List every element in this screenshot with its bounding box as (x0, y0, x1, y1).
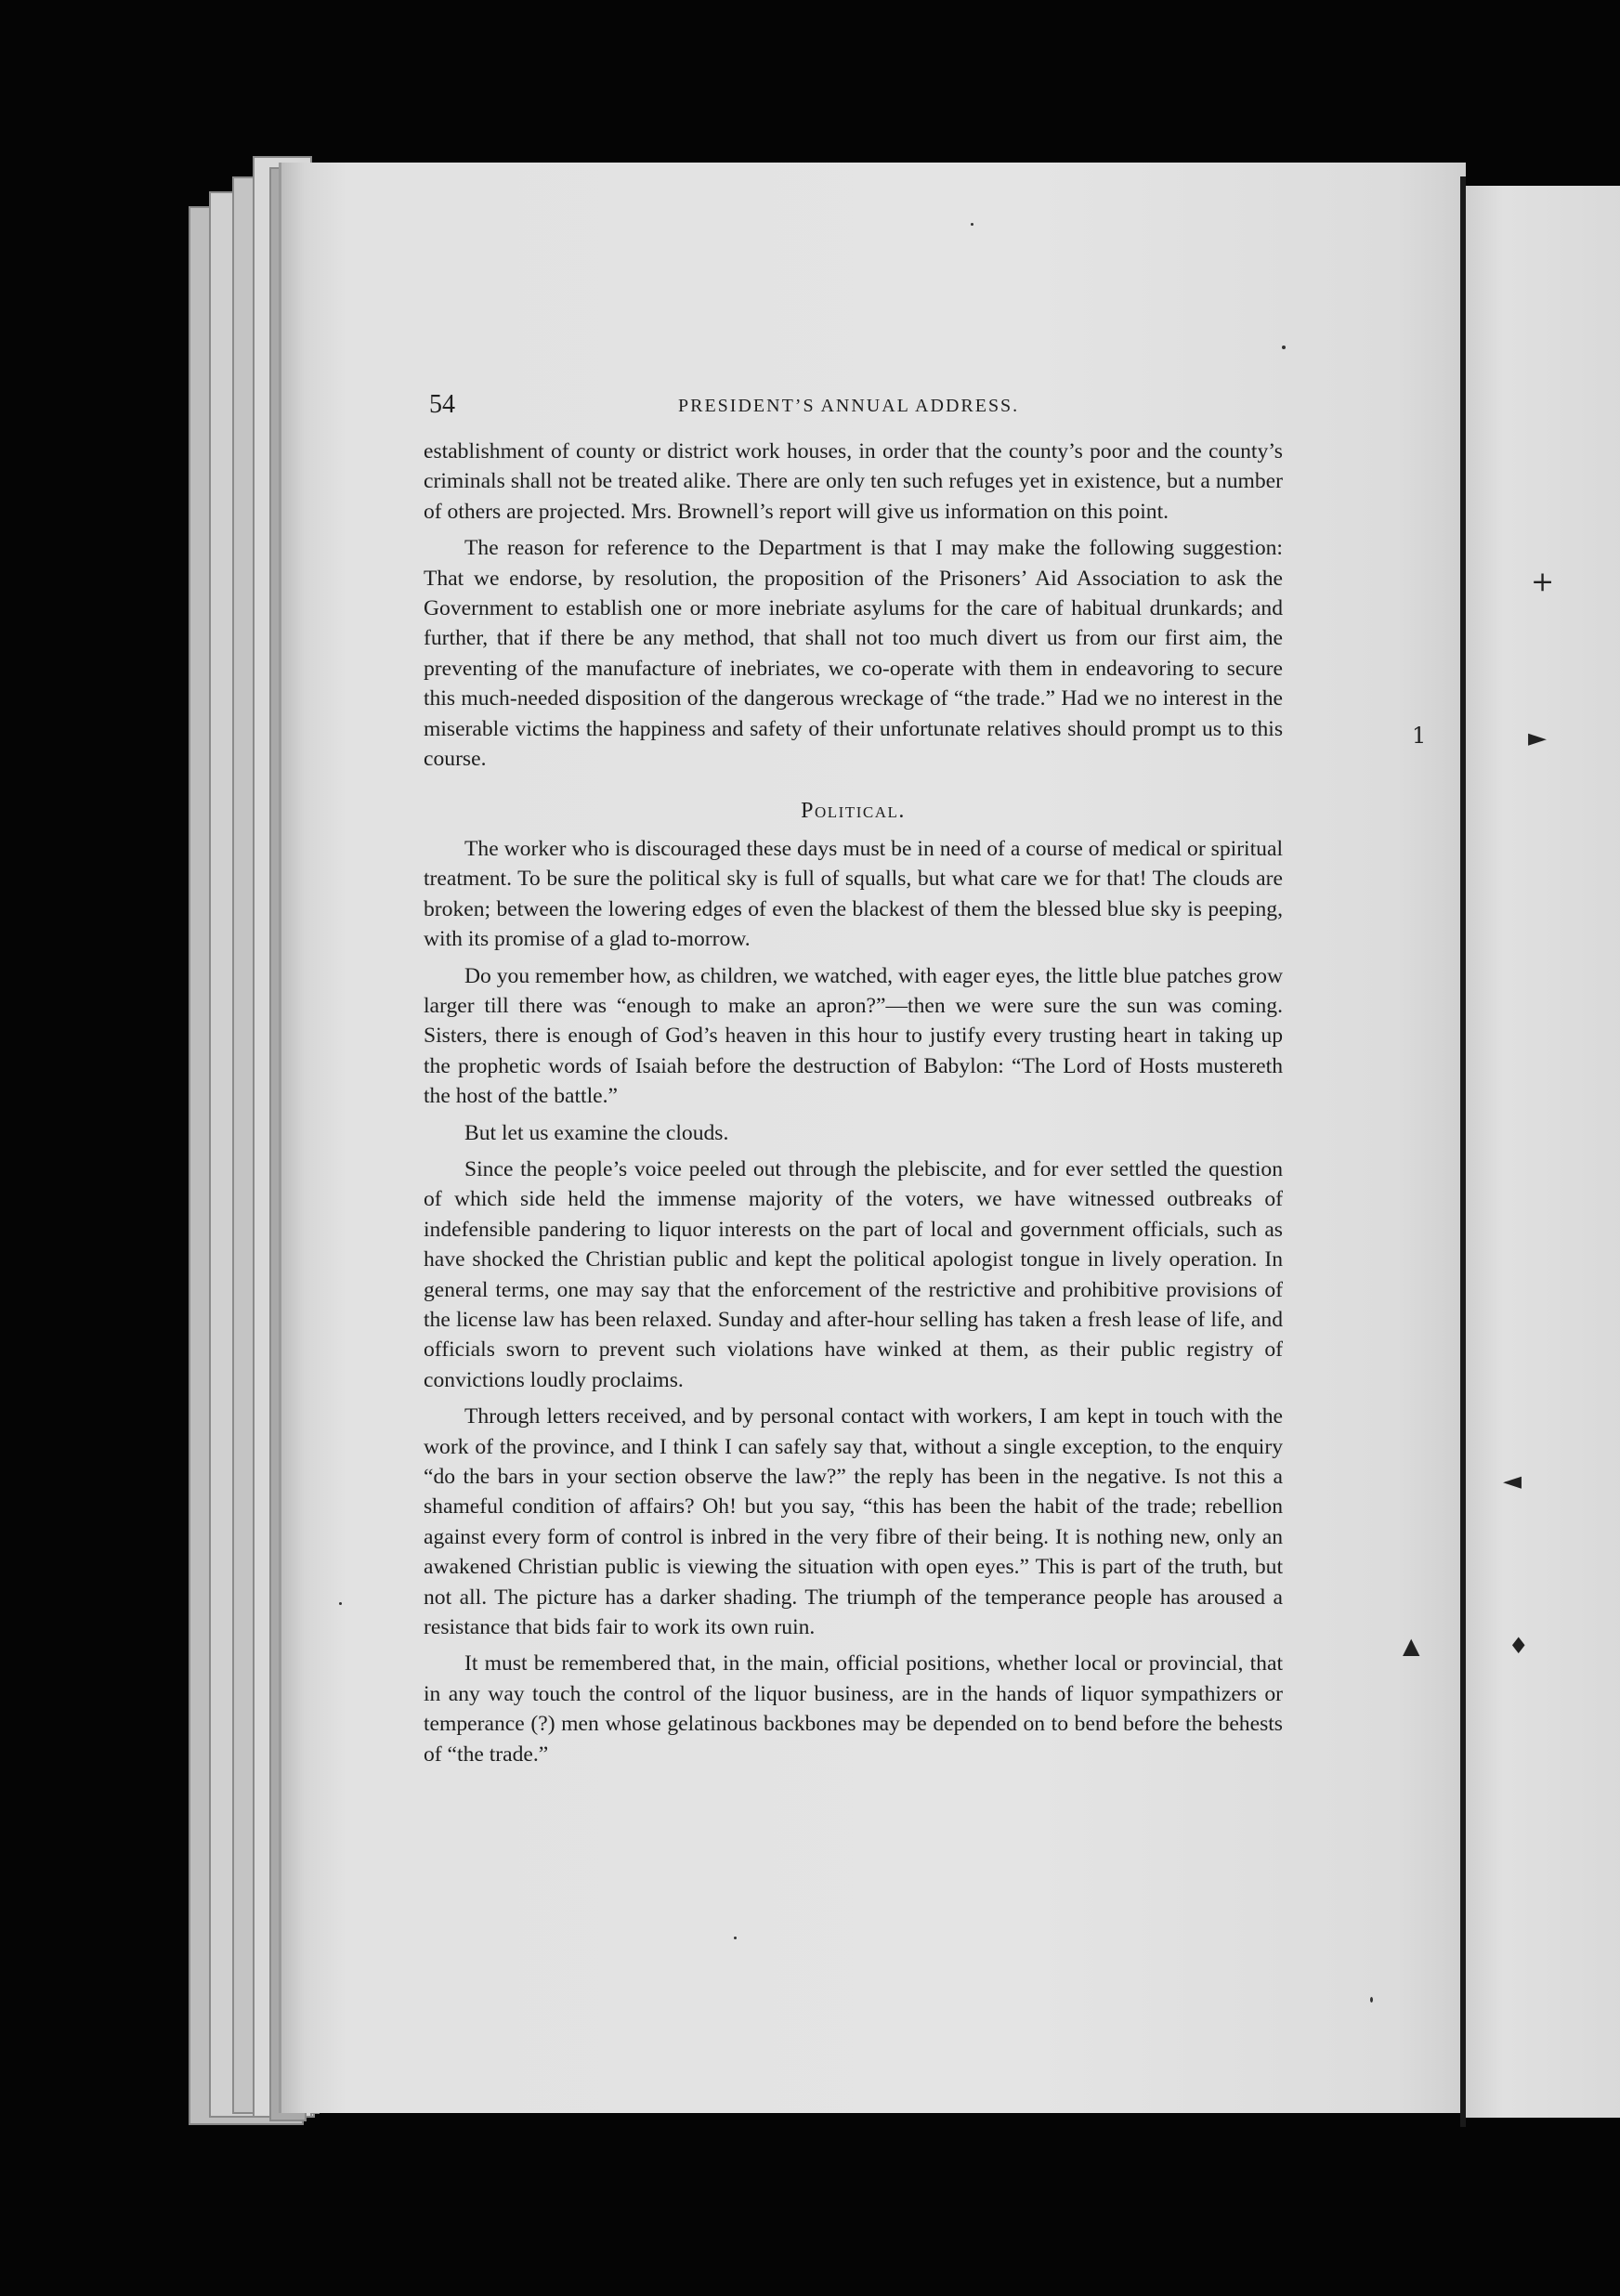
paragraph: The reason for reference to the Department is that I may make the following suggestion: That we endorse, by resolution, the proposition of the Prisoners’ Aid Association to ask the Government to establish one or more inebriate asylums for the care of habitual drunkards; and further, that if there be any method, that shall not too much divert us from our first aim, the preventing of the manufacture of inebriates, we co-operate with them in endeavoring to secure this much-needed disposition of the dangerous wreckage of “the trade.” Had we no interest in the miserable victims the happiness and safety of their unfortunate relatives should prompt us to this course. (424, 536, 1283, 772)
paragraph: The worker who is discouraged these days must be in need of a course of medical or spiritual treatment. To be sure the political sky is full of squalls, but what care we for that! The clouds are broken; between the lowering edges of even the blackest of them the blessed blue sky is peeping, with its promise of a glad to-morrow. (424, 836, 1283, 952)
running-title: PRESIDENT’S ANNUAL ADDRESS. (678, 396, 1020, 416)
dust-speck (1370, 1997, 1373, 2002)
facing-page-mark: + (1531, 566, 1555, 598)
facing-page (1466, 186, 1620, 2118)
paragraph: Through letters received, and by personal contact with workers, I am kept in touch with the work of the province, and I think I can safely say that, without a single exception, to the enquiry “do the bars in your section observe the law?” the reply has been in the negative. Is not this a shameful condition of affairs? Oh! but you say, “this has been the habit of the trade; rebellion against every form of control is inbred in the very fibre of their being. It is nothing new, only an awakened Christian public is viewing the situation with open eyes.” This is part of the truth, but not all. The picture has a darker shading. The triumph of the temperance people has aroused a resistance that bids fair to work its own ruin. (424, 1404, 1283, 1640)
page-header (427, 390, 1282, 427)
dust-speck (339, 1602, 342, 1605)
page-number: 54 (429, 390, 455, 419)
facing-page-mark: ▲ (1403, 1633, 1420, 1659)
section-heading: Political. (801, 799, 906, 824)
body-text (424, 437, 1283, 1776)
paragraph: Do you remember how, as children, we watched, with eager eyes, the little blue patches grow larger till there was “enough to make an apron?”—then we were sure the sun was coming. Sisters, there is enough of God’s heaven in this hour to justify every trusting heart in taking up the prophetic words of Isaiah before the destruction of Babylon: “The Lord of Hosts mustereth the host of the battle.” (424, 963, 1283, 1109)
dust-speck (1282, 346, 1286, 349)
facing-page-mark: ► (1528, 724, 1547, 752)
facing-page-mark: ♦ (1509, 1633, 1529, 1659)
facing-page-mark: ◄ (1503, 1468, 1522, 1495)
paragraph: Since the people’s voice peeled out through the plebiscite, and for ever settled the question of which side held the immense majority of the voters, we have witnessed outbreaks of indefensible pandering to liquor interests on the part of local and government officials, such as have shocked the Christian public and kept the political apologist tongue in lively operation. In general terms, one may say that the enforcement of the restrictive and prohibitive provisions of the license law has been relaxed. Sunday and after-hour selling has taken a fresh lease of life, and officials sworn to prevent such violations have winked at them, as their public registry of convictions loudly proclaims. (424, 1156, 1283, 1392)
paragraph: establishment of county or district work houses, in order that the county’s poor and the county’s criminals shall not be treated alike. There are only ten such refuges yet in existence, but a number of others are projected. Mrs. Brownell’s report will give us information on this point. (424, 439, 1283, 524)
facing-page-mark: 1 (1412, 723, 1427, 749)
dust-speck (971, 223, 973, 226)
paragraph: But let us examine the clouds. (464, 1120, 729, 1145)
dust-speck (734, 1937, 737, 1939)
paragraph: It must be remembered that, in the main, official positions, whether local or provincial, that in any way touch the control of the liquor business, are in the hands of liquor sympathizers or temperance (?) men whose gelatinous backbones may be depended on to bend before the behests of “the trade.” (424, 1651, 1283, 1767)
